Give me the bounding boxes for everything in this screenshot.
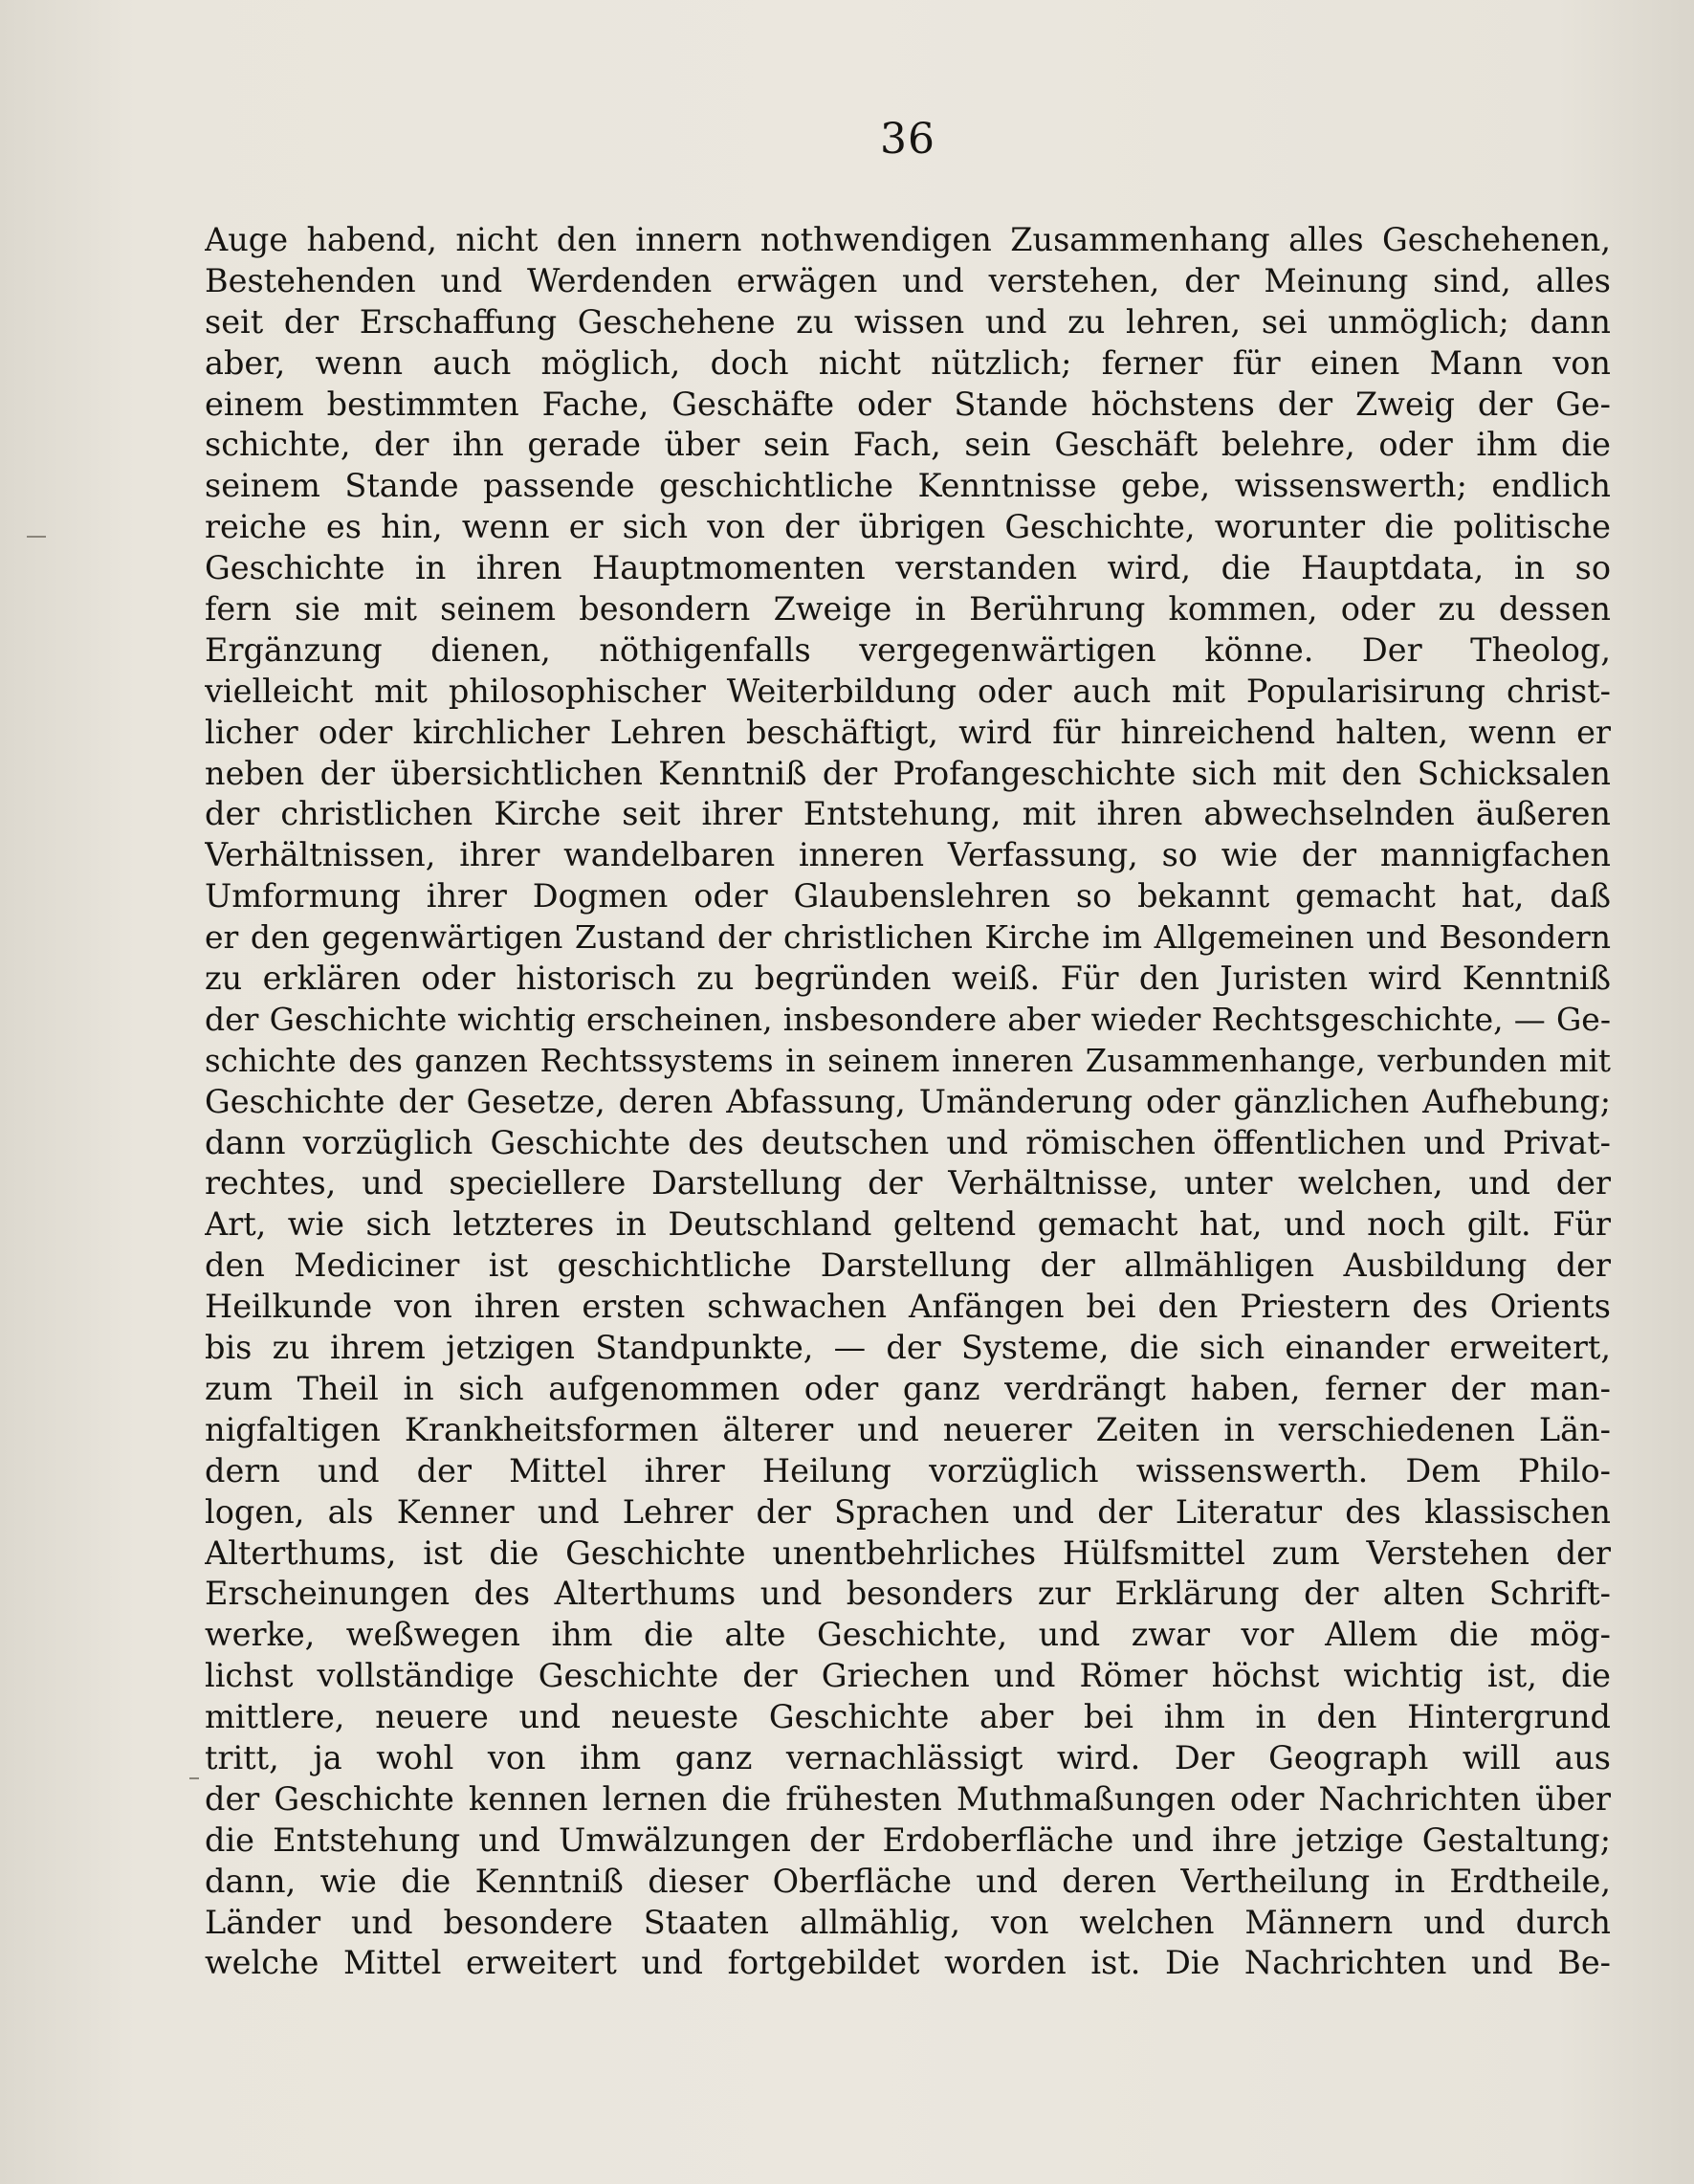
- text-line-3: seit der Erschaffung Geschehene zu wissen und zu lehren, sei unmöglich; dann: [205, 302, 1611, 341]
- text-line-27: Heilkunde von ihren ersten schwachen Anfängen bei den Priestern des Orients: [205, 1288, 1611, 1326]
- text-line-31: dern und der Mittel ihrer Heilung vorzüglich wissenswerth. Dem Philo-: [205, 1451, 1611, 1489]
- text-line-20: der Geschichte wichtig erscheinen, insbesondere aber wieder Rechtsgeschichte, — Ge-: [205, 1000, 1611, 1038]
- text-line-34: Erscheinungen des Alterthums und besonders zur Erklärung der alten Schrift-: [205, 1575, 1611, 1613]
- text-line-2: Bestehenden und Werdenden erwägen und verstehen, der Meinung sind, alles: [205, 261, 1611, 299]
- text-line-6: schichte, der ihn gerade über sein Fach, sein Geschäft belehre, oder ihm die: [205, 426, 1611, 464]
- text-line-10: fern sie mit seinem besondern Zweige in Berührung kommen, oder zu dessen: [205, 590, 1611, 629]
- text-line-42: Länder und besondere Staaten allmählig, von welchen Männern und durch: [205, 1903, 1611, 1941]
- text-line-38: tritt, ja wohl von ihm ganz vernachlässigt wird. Der Geograph will aus: [205, 1738, 1611, 1776]
- text-line-39: der Geschichte kennen lernen die frühesten Muthmaßungen oder Nachrichten über: [205, 1779, 1611, 1818]
- text-line-43: welche Mittel erweitert und fortgebildet worden ist. Die Nachrichten und Be-: [205, 1944, 1611, 1982]
- text-line-14: neben der übersichtlichen Kenntniß der Profangeschichte sich mit den Schicksalen: [205, 754, 1611, 792]
- text-line-22: Geschichte der Gesetze, deren Abfassung, Umänderung oder gänzlichen Aufhebung;: [205, 1082, 1611, 1120]
- text-line-30: nigfaltigen Krankheitsformen älterer und neuerer Zeiten in verschiedenen Län-: [205, 1410, 1611, 1448]
- text-line-29: zum Theil in sich aufgenommen oder ganz verdrängt haben, ferner der man-: [205, 1369, 1611, 1407]
- text-line-19: zu erklären oder historisch zu begründen weiß. Für den Juristen wird Kenntniß: [205, 960, 1611, 998]
- text-line-7: seinem Stande passende geschichtliche Kenntnisse gebe, wissenswerth; endlich: [205, 467, 1611, 505]
- text-line-21: schichte des ganzen Rechtssystems in seinem inneren Zusammenhange, verbunden mit: [205, 1042, 1611, 1079]
- text-line-36: lichst vollständige Geschichte der Griechen und Römer höchst wichtig ist, die: [205, 1657, 1611, 1695]
- page-number: 36: [880, 115, 935, 164]
- text-line-15: der christlichen Kirche seit ihrer Entstehung, mit ihren abwechselnden äußeren: [205, 795, 1611, 833]
- text-line-35: werke, weßwegen ihm die alte Geschichte, und zwar vor Allem die mög-: [205, 1616, 1611, 1654]
- margin-mark-left: [27, 536, 46, 538]
- text-line-12: vielleicht mit philosophischer Weiterbildung oder auch mit Popularisirung christ-: [205, 672, 1611, 710]
- text-line-23: dann vorzüglich Geschichte des deutschen und römischen öffentlichen und Privat-: [205, 1123, 1611, 1161]
- text-line-13: licher oder kirchlicher Lehren beschäftigt, wird für hinreichend halten, wenn er: [205, 713, 1611, 751]
- text-line-28: bis zu ihrem jetzigen Standpunkte, — der Systeme, die sich einander erweitert,: [205, 1329, 1611, 1367]
- text-line-32: logen, als Kenner und Lehrer der Sprachen und der Literatur des klassischen: [205, 1492, 1611, 1531]
- text-line-26: den Mediciner ist geschichtliche Darstellung der allmähligen Ausbildung der: [205, 1246, 1611, 1285]
- text-line-33: Alterthums, ist die Geschichte unentbehrliches Hülfsmittel zum Verstehen der: [205, 1533, 1611, 1572]
- text-line-9: Geschichte in ihren Hauptmomenten verstanden wird, die Hauptdata, in so: [205, 549, 1611, 587]
- text-line-4: aber, wenn auch möglich, doch nicht nützlich; ferner für einen Mann von: [205, 343, 1611, 382]
- text-line-11: Ergänzung dienen, nöthigenfalls vergegenwärtigen könne. Der Theolog,: [205, 630, 1611, 669]
- text-line-24: rechtes, und speciellere Darstellung der Verhältnisse, unter welchen, und der: [205, 1164, 1611, 1202]
- text-line-18: er den gegenwärtigen Zustand der christlichen Kirche im Allgemeinen und Besondern: [205, 918, 1611, 957]
- text-line-5: einem bestimmten Fache, Geschäfte oder Stande höchstens der Zweig der Ge-: [205, 385, 1611, 423]
- margin-mark-left-lower: [189, 1777, 199, 1779]
- body-text: [205, 220, 1611, 1984]
- text-line-37: mittlere, neuere und neueste Geschichte aber bei ihm in den Hintergrund: [205, 1698, 1611, 1736]
- text-line-25: Art, wie sich letzteres in Deutschland geltend gemacht hat, und noch gilt. Für: [205, 1205, 1611, 1244]
- text-line-8: reiche es hin, wenn er sich von der übrigen Geschichte, worunter die politische: [205, 508, 1611, 546]
- text-line-16: Verhältnissen, ihrer wandelbaren inneren Verfassung, so wie der mannigfachen: [205, 836, 1611, 874]
- text-line-1: Auge habend, nicht den innern nothwendigen Zusammenhang alles Geschehenen,: [205, 221, 1611, 258]
- text-line-40: die Entstehung und Umwälzungen der Erdoberfläche und ihre jetzige Gestaltung;: [205, 1820, 1611, 1859]
- text-line-17: Umformung ihrer Dogmen oder Glaubenslehren so bekannt gemacht hat, daß: [205, 877, 1611, 916]
- text-line-41: dann, wie die Kenntniß dieser Oberfläche und deren Vertheilung in Erdtheile,: [205, 1862, 1611, 1900]
